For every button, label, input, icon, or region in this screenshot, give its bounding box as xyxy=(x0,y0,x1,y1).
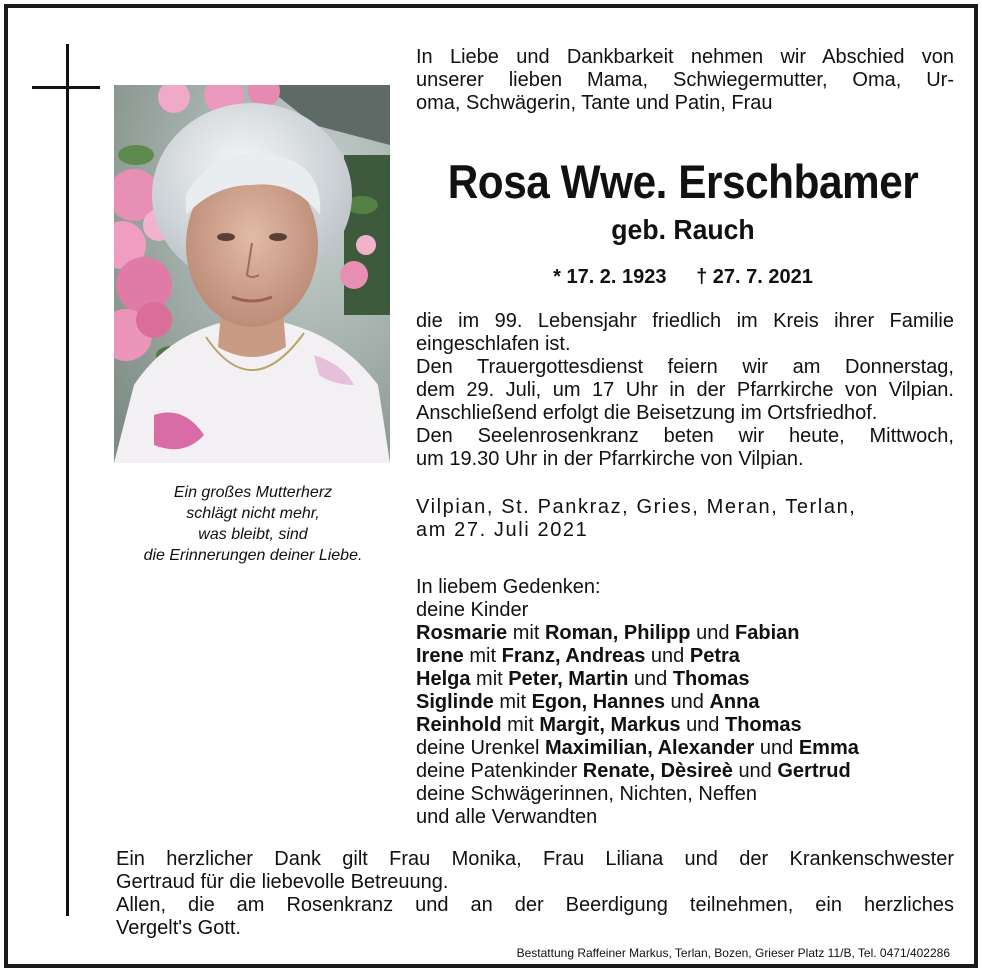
service-details xyxy=(416,310,954,471)
schwaegerinnen-row: deine Schwägerinnen, Nichten, Neffen xyxy=(416,783,757,805)
family-row xyxy=(416,668,954,691)
intro-line: oma, Schwägerin, Tante und Patin, Frau xyxy=(416,92,773,114)
thanks-line: Allen, die am Rosenkranz und an der Beerdigung teilnehmen, ein herzliches xyxy=(116,894,954,916)
body-line: eingeschlafen ist. xyxy=(416,333,571,355)
family-name: Siglinde xyxy=(416,691,494,713)
family-conj: und xyxy=(633,668,668,690)
family-name: Peter, Martin xyxy=(508,668,629,690)
family-label: deine Patenkinder xyxy=(416,760,578,782)
family-name: Emma xyxy=(798,737,859,759)
family-name: Thomas xyxy=(725,714,802,736)
body-line: Den Trauergottesdienst feiern wir am Donnerstag, xyxy=(416,356,954,378)
obituary-notice xyxy=(4,4,978,968)
maiden-name: geb. Rauch xyxy=(611,214,755,245)
birth-date: * 17. 2. 1923 xyxy=(553,266,667,288)
family-conj: und xyxy=(696,622,730,644)
urenkel-row xyxy=(416,737,954,760)
thanks-line: Gertraud für die liebevolle Betreuung. xyxy=(116,871,449,893)
family-name: Renate, Dèsireè xyxy=(582,760,733,782)
family-name: Rosmarie xyxy=(416,622,508,644)
family-conj: und xyxy=(759,737,794,759)
family-row xyxy=(416,622,954,645)
family-name: Margit, Markus xyxy=(539,714,681,736)
family-name: Irene xyxy=(416,645,464,667)
family-name: Thomas xyxy=(672,668,750,690)
death-date: † 27. 7. 2021 xyxy=(696,266,813,288)
cross-icon-bar xyxy=(32,86,100,89)
family-conj: und xyxy=(686,714,720,736)
deceased-name: Rosa Wwe. Erschbamer xyxy=(447,155,919,208)
caption-line: die Erinnerungen deiner Liebe. xyxy=(143,547,363,564)
body-line: Den Seelenrosenkranz beten wir heute, Mittwoch, xyxy=(416,425,954,447)
verwandte-row: und alle Verwandten xyxy=(416,806,598,828)
family-conj: und xyxy=(738,760,772,782)
caption-line: Ein großes Mutterherz xyxy=(173,484,333,501)
family-name: Petra xyxy=(689,645,740,667)
family-list xyxy=(416,576,954,829)
family-name: Egon, Hannes xyxy=(531,691,665,713)
family-name: Franz, Andreas xyxy=(501,645,646,667)
family-name: Helga xyxy=(416,668,471,690)
body-line: um 19.30 Uhr in der Pfarrkirche von Vilpian. xyxy=(416,448,804,470)
family-name: Gertrud xyxy=(777,760,851,782)
memorial-caption xyxy=(108,482,398,566)
family-name: Anna xyxy=(709,691,760,713)
patenkinder-row xyxy=(416,760,954,783)
body-line: dem 29. Juli, um 17 Uhr in der Pfarrkirche von Vilpian. xyxy=(416,379,954,401)
thanks-text xyxy=(116,848,954,940)
family-conj: und xyxy=(650,645,685,667)
intro-text xyxy=(416,46,954,115)
family-row xyxy=(416,714,954,737)
thanks-line: Ein herzlicher Dank gilt Frau Monika, Frau Liliana und der Krankenschwester xyxy=(116,848,954,870)
family-heading: In liebem Gedenken: xyxy=(416,576,601,598)
body-line: Anschließend erfolgt die Beisetzung im Ortsfriedhof. xyxy=(416,402,878,424)
family-conj: mit xyxy=(499,691,527,713)
family-conj: und xyxy=(670,691,704,713)
life-dates xyxy=(416,266,950,289)
family-name: Roman, Philipp xyxy=(544,622,691,644)
family-label: deine Urenkel xyxy=(416,737,540,759)
intro-line: unserer lieben Mama, Schwiegermutter, Oma, Ur- xyxy=(416,69,954,91)
place-date xyxy=(416,496,954,542)
family-conj: mit xyxy=(476,668,503,690)
portrait-photo xyxy=(114,85,390,463)
funeral-home-footer: Bestattung Raffeiner Markus, Terlan, Bozen, Grieser Platz 11/B, Tel. 0471/402286 xyxy=(516,946,950,960)
children-label: deine Kinder xyxy=(416,599,529,621)
family-conj: mit xyxy=(507,714,534,736)
intro-line: In Liebe und Dankbarkeit nehmen wir Abschied von xyxy=(416,46,954,68)
caption-line: schlägt nicht mehr, xyxy=(186,505,320,522)
body-line: die im 99. Lebensjahr friedlich im Kreis ihrer Familie xyxy=(416,310,954,332)
family-row xyxy=(416,691,954,714)
thanks-line: Vergelt's Gott. xyxy=(116,917,241,939)
date-line: am 27. Juli 2021 xyxy=(416,519,589,541)
cross-icon xyxy=(66,44,69,916)
family-name: Fabian xyxy=(735,622,800,644)
family-conj: mit xyxy=(469,645,497,667)
family-row xyxy=(416,645,954,668)
place-line: Vilpian, St. Pankraz, Gries, Meran, Terlan, xyxy=(416,496,857,518)
caption-line: was bleibt, sind xyxy=(198,526,308,543)
family-name: Reinhold xyxy=(416,714,502,736)
family-name: Maximilian, Alexander xyxy=(544,737,755,759)
family-conj: mit xyxy=(512,622,540,644)
